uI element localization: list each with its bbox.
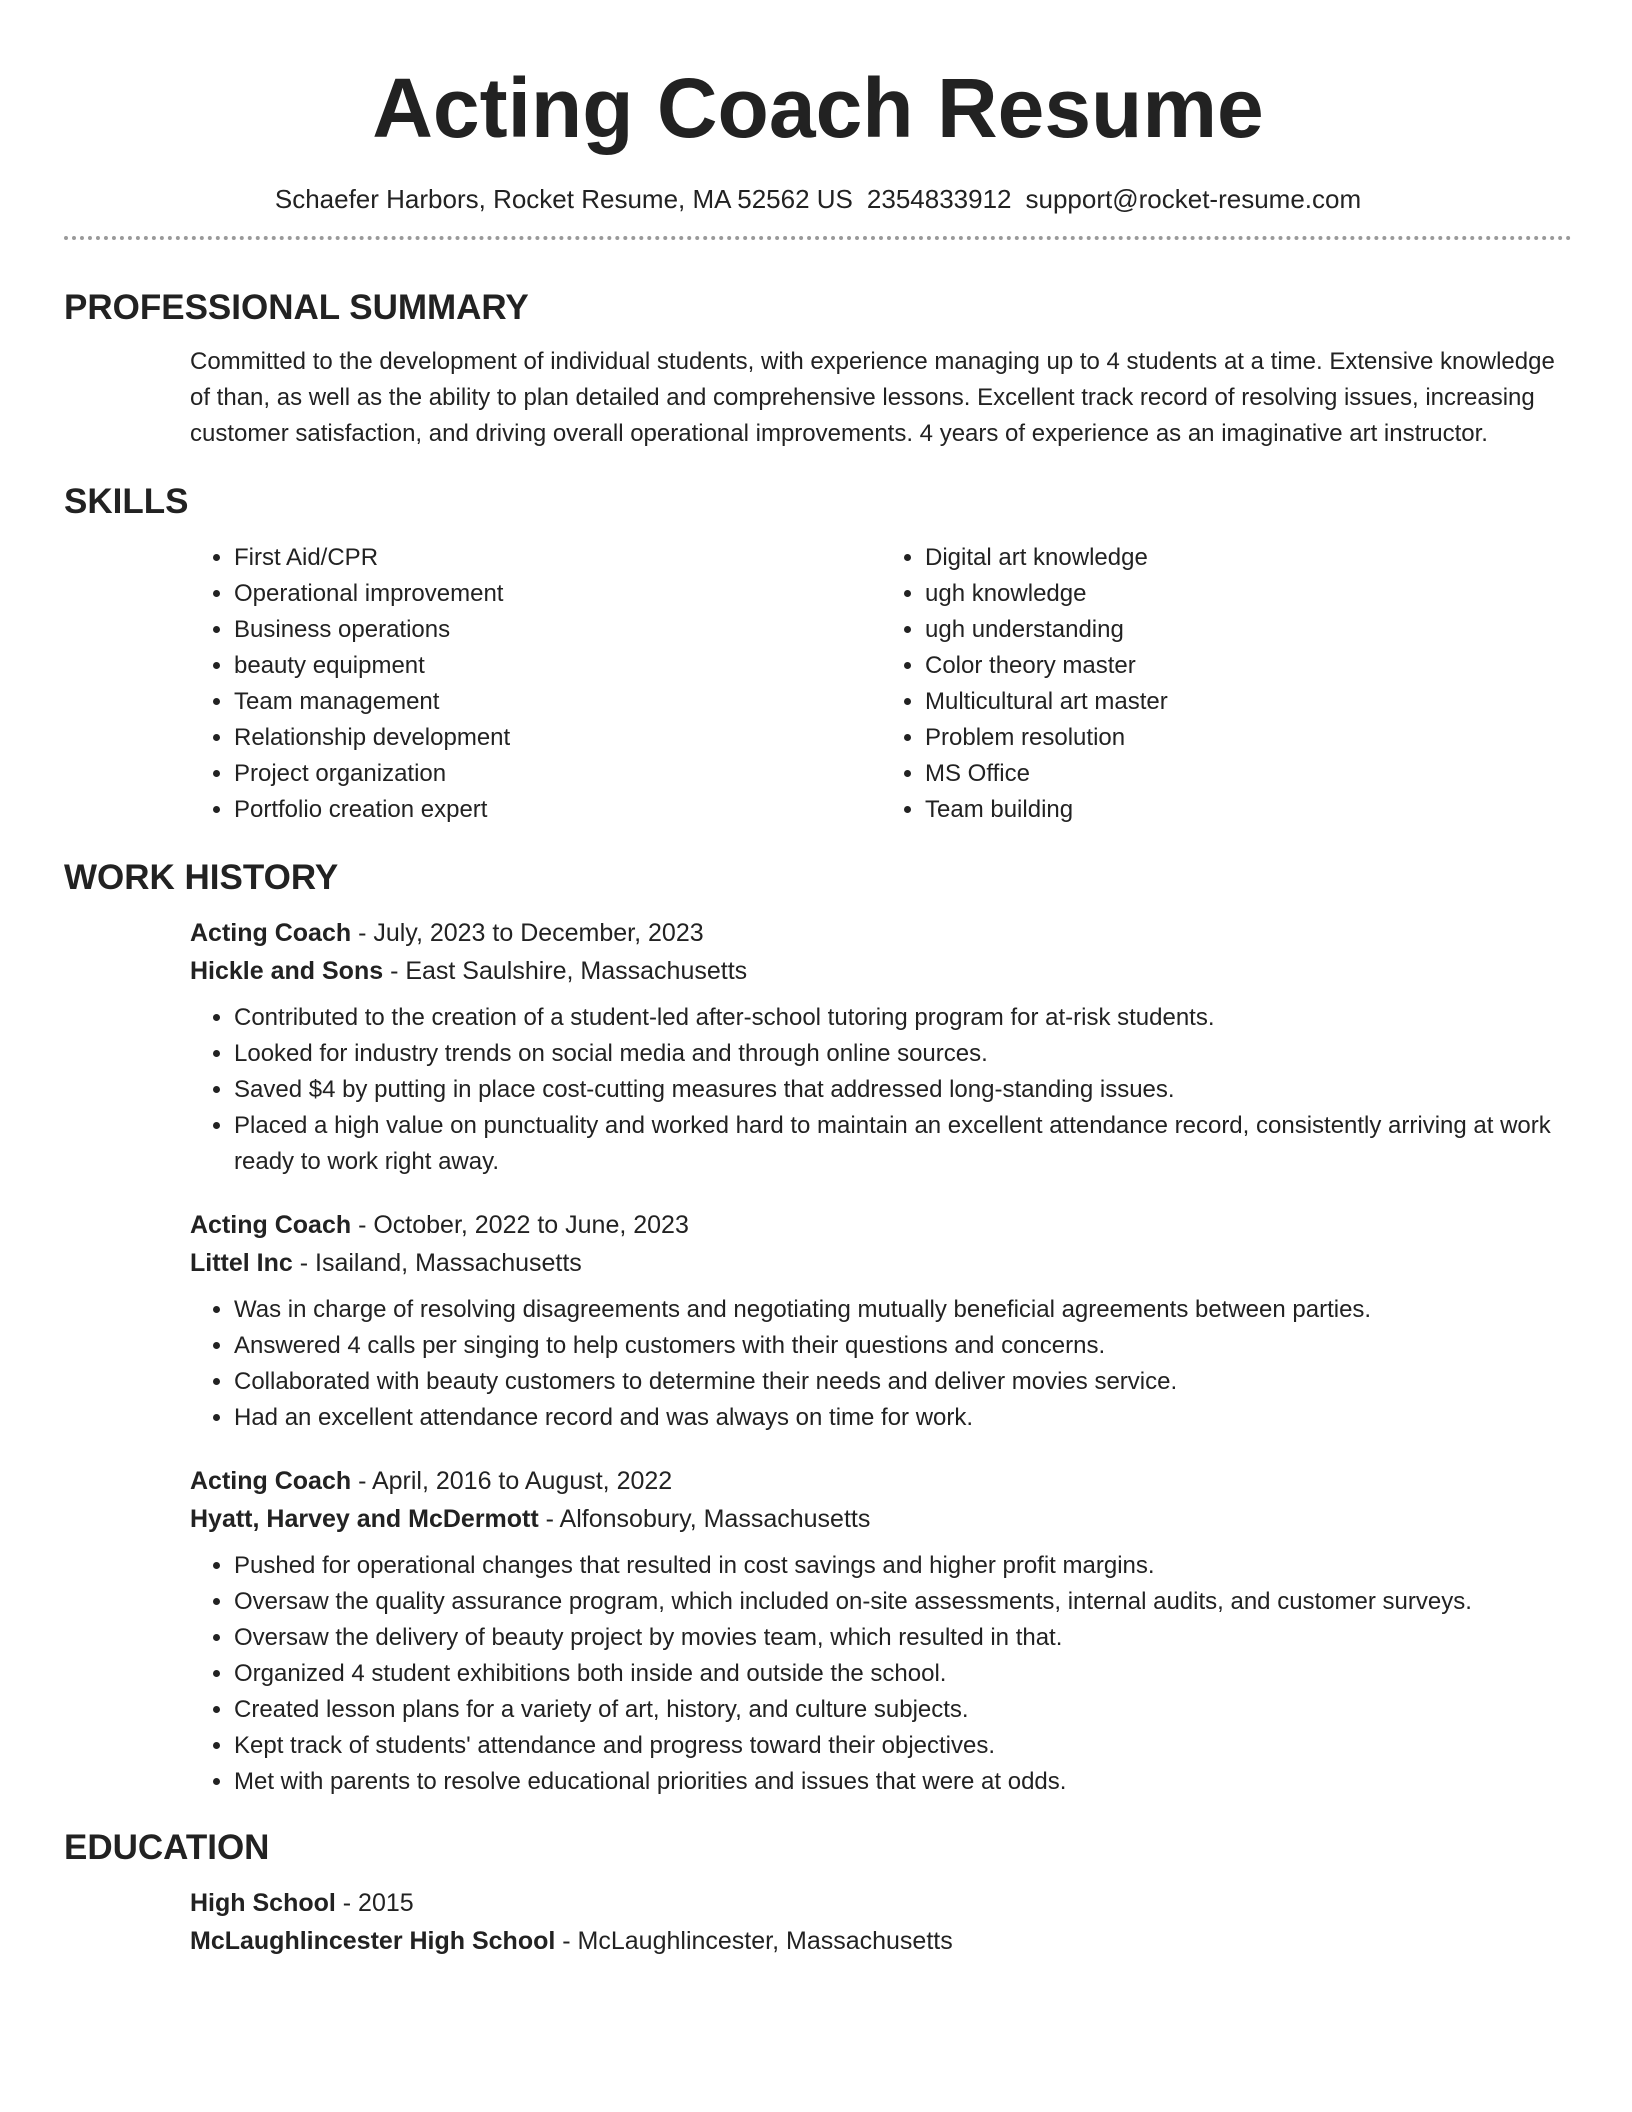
job-bullet: • Created lesson plans for a variety of art, history, and culture subjects.	[234, 1692, 1572, 1728]
skill-item: • Operational improvement	[234, 576, 881, 612]
job-company-line	[190, 952, 1572, 990]
skill-item: • Business operations	[234, 612, 881, 648]
skill-item: • Team building	[925, 792, 1572, 828]
skill-item: • Portfolio creation expert	[234, 792, 881, 828]
education-section	[190, 1884, 1572, 1960]
job-bullet: • Looked for industry trends on social media and through online sources.	[234, 1036, 1572, 1072]
skills-column-left	[190, 540, 881, 828]
skill-item: • ugh understanding	[925, 612, 1572, 648]
education-degree-line	[190, 1884, 1572, 1922]
job-company: Littel Inc	[190, 1249, 293, 1277]
education-school-line	[190, 1922, 1572, 1960]
education-heading: EDUCATION	[64, 1828, 270, 1867]
skill-item: • First Aid/CPR	[234, 540, 881, 576]
job-company-line	[190, 1500, 1572, 1538]
resume-title: Acting Coach Resume	[372, 61, 1264, 155]
education-degree: High School	[190, 1889, 336, 1917]
job-location: - East Saulshire, Massachusetts	[383, 957, 748, 985]
skill-item: • Problem resolution	[925, 720, 1572, 756]
summary-text: Committed to the development of individual students, with experience managing up to 4 students at a time. Extensive knowledge of than, as well as the ability to plan detailed and comprehensive lessons. Excellent track record of resolving issues, increasing customer satisfaction, and driving overall operational improvements. 4 years of experience as an imaginative art instructor.	[190, 348, 1555, 447]
job-entry	[190, 1206, 1572, 1436]
skill-item: • ugh knowledge	[925, 576, 1572, 612]
skill-item: • MS Office	[925, 756, 1572, 792]
job-dates: - April, 2016 to August, 2022	[351, 1467, 673, 1495]
skill-item: • Color theory master	[925, 648, 1572, 684]
skills-column-right	[881, 540, 1572, 828]
job-title: Acting Coach	[190, 919, 352, 947]
job-bullet: • Contributed to the creation of a student-led after-school tutoring program for at-risk students.	[234, 1000, 1572, 1036]
job-title-line	[190, 1206, 1572, 1244]
job-bullet: • Pushed for operational changes that resulted in cost savings and higher profit margins.	[234, 1548, 1572, 1584]
header-divider	[64, 236, 1572, 240]
job-bullets	[190, 1548, 1572, 1800]
education-location: - McLaughlincester, Massachusetts	[555, 1927, 953, 1955]
education-year: - 2015	[335, 1889, 414, 1917]
job-bullet: • Collaborated with beauty customers to determine their needs and deliver movies service.	[234, 1364, 1572, 1400]
summary-heading: PROFESSIONAL SUMMARY	[64, 288, 529, 327]
work-history-section	[190, 914, 1572, 1800]
job-company-line	[190, 1244, 1572, 1282]
job-bullet: • Kept track of students' attendance and progress toward their objectives.	[234, 1728, 1572, 1764]
skill-item: • Project organization	[234, 756, 881, 792]
contact-email: support@rocket-resume.com	[1025, 184, 1362, 214]
job-dates: - October, 2022 to June, 2023	[351, 1211, 689, 1239]
contact-address: Schaefer Harbors, Rocket Resume, MA 52562 US	[274, 184, 853, 214]
job-title-line	[190, 1462, 1572, 1500]
job-bullet: • Placed a high value on punctuality and worked hard to maintain an excellent attendance record, consistently arriving at work ready to work right away.	[234, 1108, 1572, 1180]
job-dates: - July, 2023 to December, 2023	[351, 919, 704, 947]
job-company: Hickle and Sons	[190, 957, 384, 985]
skill-item: • Digital art knowledge	[925, 540, 1572, 576]
job-location: - Isailand, Massachusetts	[292, 1249, 582, 1277]
job-bullets	[190, 1000, 1572, 1180]
job-title-line	[190, 914, 1572, 952]
job-bullet: • Had an excellent attendance record and was always on time for work.	[234, 1400, 1572, 1436]
skill-item: • Relationship development	[234, 720, 881, 756]
summary-section	[190, 344, 1572, 452]
job-bullet: • Oversaw the quality assurance program, which included on-site assessments, internal audits, and customer surveys.	[234, 1584, 1572, 1620]
job-bullet: • Was in charge of resolving disagreements and negotiating mutually beneficial agreements between parties.	[234, 1292, 1572, 1328]
job-location: - Alfonsobury, Massachusetts	[538, 1505, 871, 1533]
resume-page	[64, 0, 1572, 1960]
skill-item: • beauty equipment	[234, 648, 881, 684]
job-bullet: • Met with parents to resolve educational priorities and issues that were at odds.	[234, 1764, 1572, 1800]
contact-line	[64, 182, 1572, 216]
skills-list	[190, 540, 1572, 828]
skill-item: • Multicultural art master	[925, 684, 1572, 720]
skill-item: • Team management	[234, 684, 881, 720]
job-entry	[190, 1462, 1572, 1800]
work-history-heading: WORK HISTORY	[64, 858, 339, 897]
job-bullets	[190, 1292, 1572, 1436]
job-title: Acting Coach	[190, 1211, 352, 1239]
job-bullet: • Saved $4 by putting in place cost-cutting measures that addressed long-standing issues.	[234, 1072, 1572, 1108]
job-title: Acting Coach	[190, 1467, 352, 1495]
job-bullet: • Organized 4 student exhibitions both inside and outside the school.	[234, 1656, 1572, 1692]
job-company: Hyatt, Harvey and McDermott	[190, 1505, 539, 1533]
job-entry	[190, 914, 1572, 1180]
education-school: McLaughlincester High School	[190, 1927, 556, 1955]
job-bullet: • Answered 4 calls per singing to help customers with their questions and concerns.	[234, 1328, 1572, 1364]
skills-heading: SKILLS	[64, 482, 189, 521]
job-bullet: • Oversaw the delivery of beauty project by movies team, which resulted in that.	[234, 1620, 1572, 1656]
contact-phone: 2354833912	[866, 184, 1012, 214]
